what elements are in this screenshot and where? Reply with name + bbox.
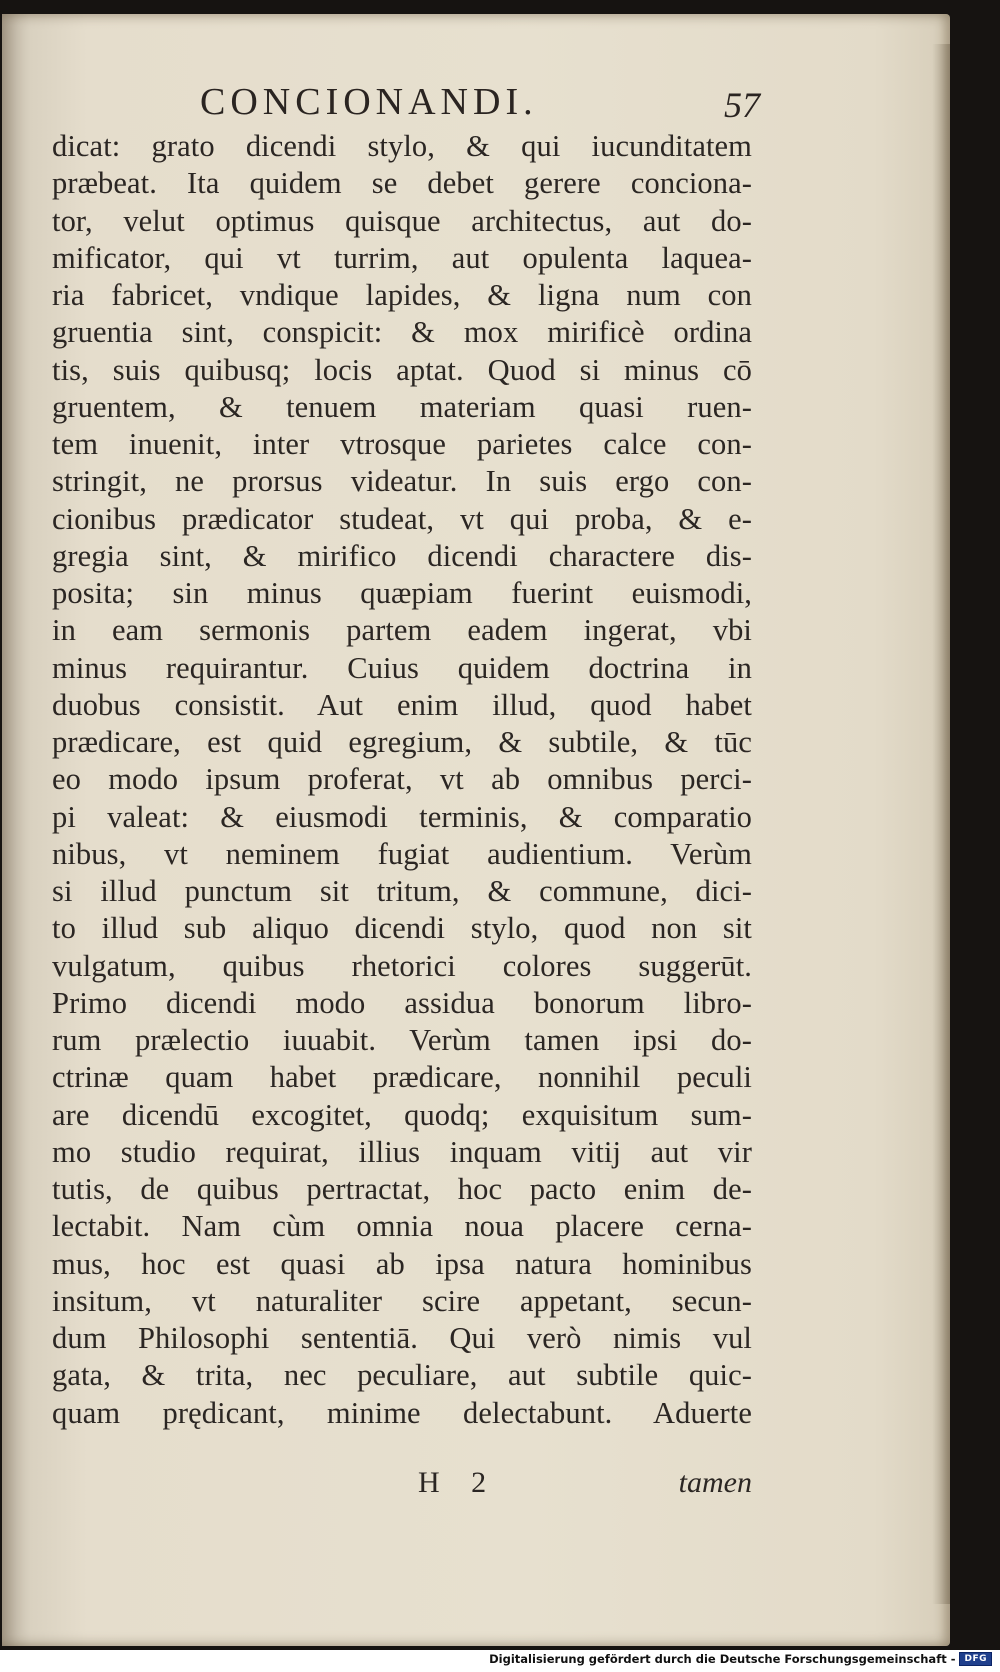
text-line: gruentem, & tenuem materiam quasi ruen- [52,389,752,424]
text-line: mus, hoc est quasi ab ipsa natura hominibus [52,1246,752,1281]
text-line: lectabit. Nam cùm omnia noua placere cerna- [52,1209,752,1244]
text-line: stringit, ne prorsus videatur. In suis ergo con- [52,464,752,499]
text-line: tutis, de quibus pertractat, hoc pacto enim de- [52,1172,752,1206]
text-line: mificator, qui vt turrim, aut opulenta laquea- [52,240,752,275]
text-line: vulgatum, quibus rhetorici colores suggerūt. [52,948,752,983]
text-line: gata, & trita, nec peculiare, aut subtile quic- [52,1358,752,1393]
page-edge-shadow [932,44,950,1604]
text-line: quam prędicant, minime delectabunt. Aduerte [52,1395,752,1430]
text-line: dicat: grato dicendi stylo, & qui iucunditatem [52,129,752,163]
text-line: gregia sint, & mirifico dicendi charactere dis- [52,538,752,573]
credit-separator: - [950,1652,956,1666]
text-line: tor, velut optimus quisque architectus, aut do- [52,203,752,238]
text-line: mo studio requirat, illius inquam vitij aut vir [52,1134,752,1169]
text-line: nibus, vt neminem fugiat audientium. Verùm [52,836,752,871]
text-line: are dicendū excogitet, quodq; exquisitum sum- [52,1097,752,1132]
text-line: dum Philosophi sententiā. Qui verò nimis vul [52,1321,752,1355]
text-line: tem inuenit, inter vtrosque parietes calce con- [52,427,752,461]
signature-mark: H 2 [418,1466,499,1499]
text-line: prædicare, est quid egregium, & subtile, & tūc [52,725,752,759]
text-line: præbeat. Ita quidem se debet gerere concionа- [52,166,752,201]
text-line: insitum, vt naturaliter scire appetant, secun- [52,1283,752,1318]
text-line: si illud punctum sit tritum, & commune, dici- [52,874,752,908]
text-line: to illud sub aliquo dicendi stylo, quod non sit [52,911,752,946]
text-line: gruentia sint, conspicit: & mox mirificè ordina [52,315,752,350]
text-line: rum prælectio iuuabit. Verùm tamen ipsi do- [52,1023,752,1057]
running-head: CONCIONANDI. [200,81,538,123]
text-line: cionibus prædicator studeat, vt qui proba, & e- [52,501,752,536]
text-block [52,128,752,1432]
text-line: in eam sermonis partem eadem ingerat, vbi [52,613,752,648]
digitization-credit [489,1651,992,1667]
page-number: 57 [724,85,760,125]
text-line: eo modo ipsum proferat, vt ab omnibus perci- [52,762,752,797]
text-line: posita; sin minus quæpiam fuerint euismodi, [52,576,752,610]
text-line: ria fabricet, vndique lapides, & ligna num con [52,278,752,312]
catchword: tamen [678,1466,752,1499]
text-line: pi valeat: & eiusmodi terminis, & comparatio [52,799,752,834]
credit-text: Digitalisierung gefördert durch die Deutsche Forschungsgemeinschaft [489,1652,947,1666]
text-line: ctrinæ quam habet prædicare, nonnihil peculi [52,1060,752,1095]
dfg-logo: DFG [959,1652,992,1666]
text-line: duobus consistit. Aut enim illud, quod habet [52,687,752,722]
text-line: Primo dicendi modo assidua bonorum libro- [52,985,752,1020]
text-line: minus requirantur. Cuius quidem doctrina in [52,650,752,685]
text-line: tis, suis quibusq; locis aptat. Quod si minus cō [52,352,752,387]
